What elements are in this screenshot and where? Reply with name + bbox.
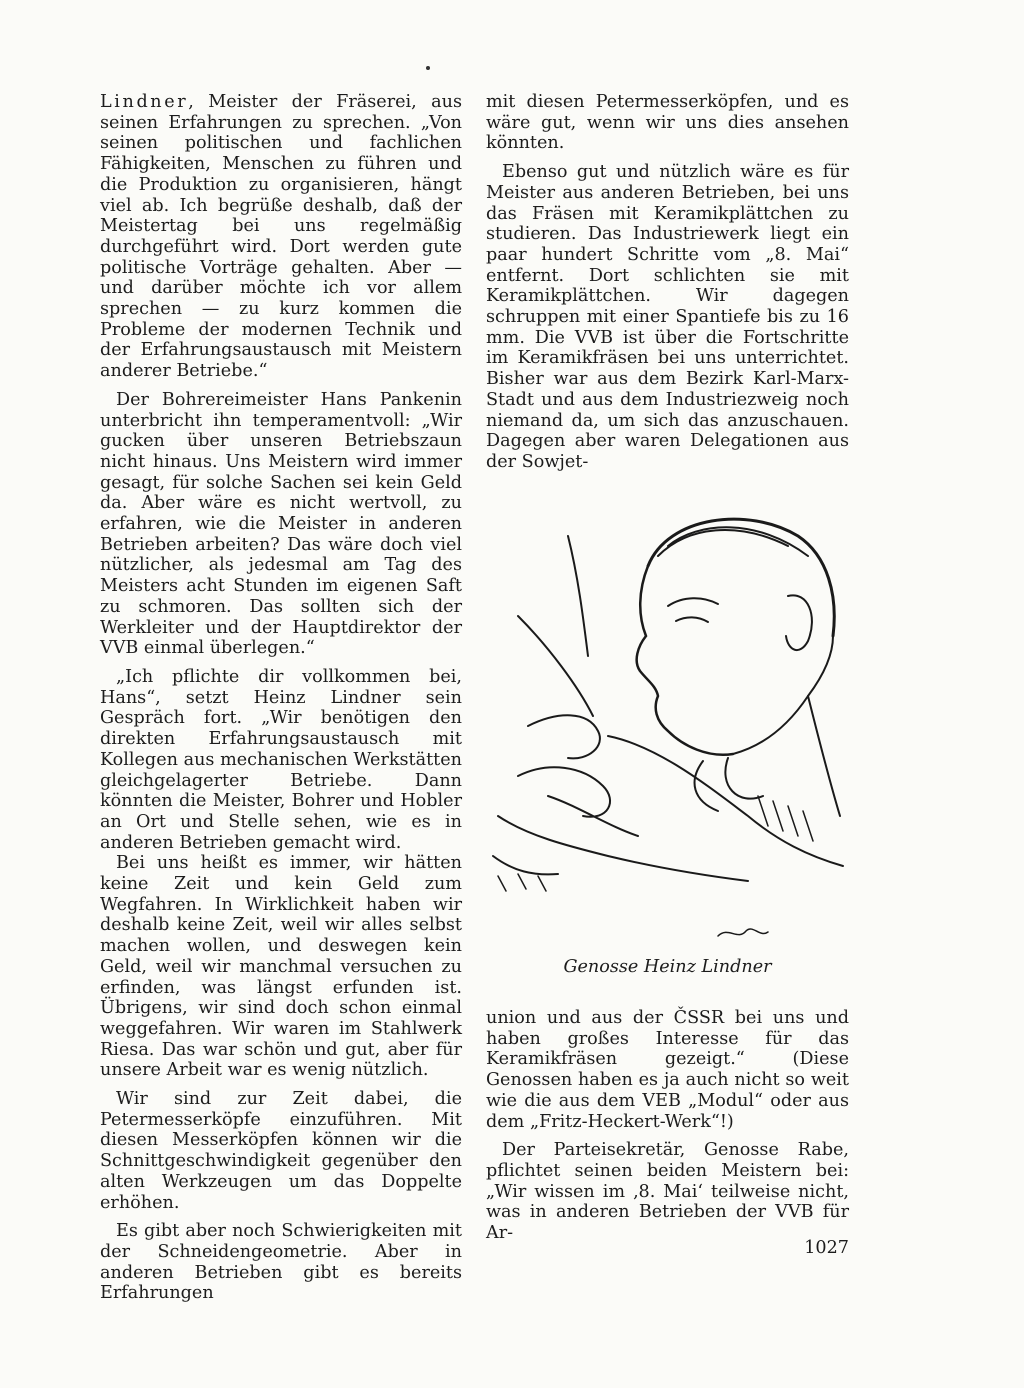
paragraph: Es gibt aber noch Schwierigkeiten mit der Schneidengeometrie. Aber in anderen Betrieben gibt es bereits Erfahrungen	[100, 1221, 462, 1304]
paragraph: Der Parteisekretär, Genosse Rabe, pflichtet seinen beiden Meistern bei: „Wir wissen im ‚8. Mai‘ teilweise nicht, was in anderen Betrieben der VVB für Ar-	[486, 1140, 849, 1244]
paragraph: union und aus der ČSSR bei uns und haben großes Interesse für das Keramikfräsen gezeigt.“ (Diese Genossen haben es ja auch nicht so weit wie die aus dem VEB „Modul“ oder aus dem „Fritz-Heckert-Werk“!)	[486, 1008, 849, 1132]
paragraph: Bei uns heißt es immer, wir hätten keine Zeit und kein Geld zum Wegfahren. In Wirklichkeit haben wir deshalb keine Zeit, weil wir alles selbst machen wollen, und deswegen kein Geld, weil wir manchmal versuchen zu erfinden, was längst erfunden ist. Übrigens, wir sind doch schon einmal weggefahren. Wir waren im Stahlwerk Riesa. Das war schön und gut, aber für unsere Arbeit war es wenig nützlich.	[100, 853, 462, 1081]
right-column-top	[486, 92, 849, 473]
figure-caption: Genosse Heinz Lindner	[563, 957, 772, 977]
portrait-sketch-icon	[488, 496, 848, 948]
paragraph: „Ich pflichte dir vollkommen bei, Hans“, setzt Heinz Lindner sein Gespräch fort. „Wir benötigen den direkten Erfahrungsaustausch mit Kollegen aus mechanischen Werkstätten gleichgelagerter Betriebe. Dann könnten die Meister, Bohrer und Hobler an Ort und Stelle sehen, wie es in anderen Betrieben gemacht wird.	[100, 666, 462, 853]
page-mark	[426, 66, 430, 70]
page-number: 1027	[804, 1238, 849, 1258]
paragraph-text: , Meister der Fräserei, aus seinen Erfahrungen zu sprechen. „Von seinen politischen und fachlichen Fähigkeiten, Menschen zu führen und die Produktion zu organisieren, hängt viel ab. Ich begrüße deshalb, daß der Meistertag bei uns regelmäßig durchgeführt wird. Dort werden gute politische Vorträge gehalten. Aber — und darüber möchte ich vor allem sprechen — zu kurz kommen die Probleme der modernen Technik und der Erfahrungsaustausch mit Meistern anderer Betriebe.“	[100, 92, 462, 382]
paragraph: Der Bohrereimeister Hans Pankenin unterbricht ihn temperamentvoll: „Wir gucken über unseren Betriebszaun nicht hinaus. Uns Meistern wird immer gesagt, für solche Sachen sei kein Geld da. Aber wäre es nicht wertvoll, zu erfahren, wie die Meister in anderen Betrieben arbeiten? Das wäre doch viel nützlicher, als jedesmal am Tag des Meisters acht Stunden im eigenen Saft zu schmoren. Das sollten sich der Werkleiter und der Hauptdirektor der VVB einmal überlegen.“	[100, 389, 462, 659]
name-spaced: Lindner	[100, 92, 189, 112]
paragraph: mit diesen Petermesserköpfen, und es wäre gut, wenn wir uns dies ansehen könnten.	[486, 92, 849, 154]
left-column	[100, 92, 462, 1304]
paragraph: Ebenso gut und nützlich wäre es für Meister aus anderen Betrieben, bei uns das Fräsen mit Keramikplättchen zu studieren. Das Industriewerk liegt ein paar hundert Schritte vom „8. Mai“ entfernt. Dort schlichten sie mit Keramikplättchen. Wir dagegen schruppen mit einer Spantiefe bis zu 16 mm. Die VVB ist über die Fortschritte im Keramikfräsen bei uns unterrichtet. Bisher war aus dem Bezirk Karl-Marx-Stadt und aus dem Industriezweig noch niemand da, um sich das anzuschauen. Dagegen aber waren Delegationen aus der Sowjet-	[486, 162, 849, 472]
paragraph	[100, 92, 462, 382]
paragraph: Wir sind zur Zeit dabei, die Petermesserköpfe einzuführen. Mit diesen Messerköpfen können wir die Schnittgeschwindigkeit gegenüber den alten Werkzeugen um das Doppelte erhöhen.	[100, 1089, 462, 1213]
right-column-bottom	[486, 1008, 849, 1244]
